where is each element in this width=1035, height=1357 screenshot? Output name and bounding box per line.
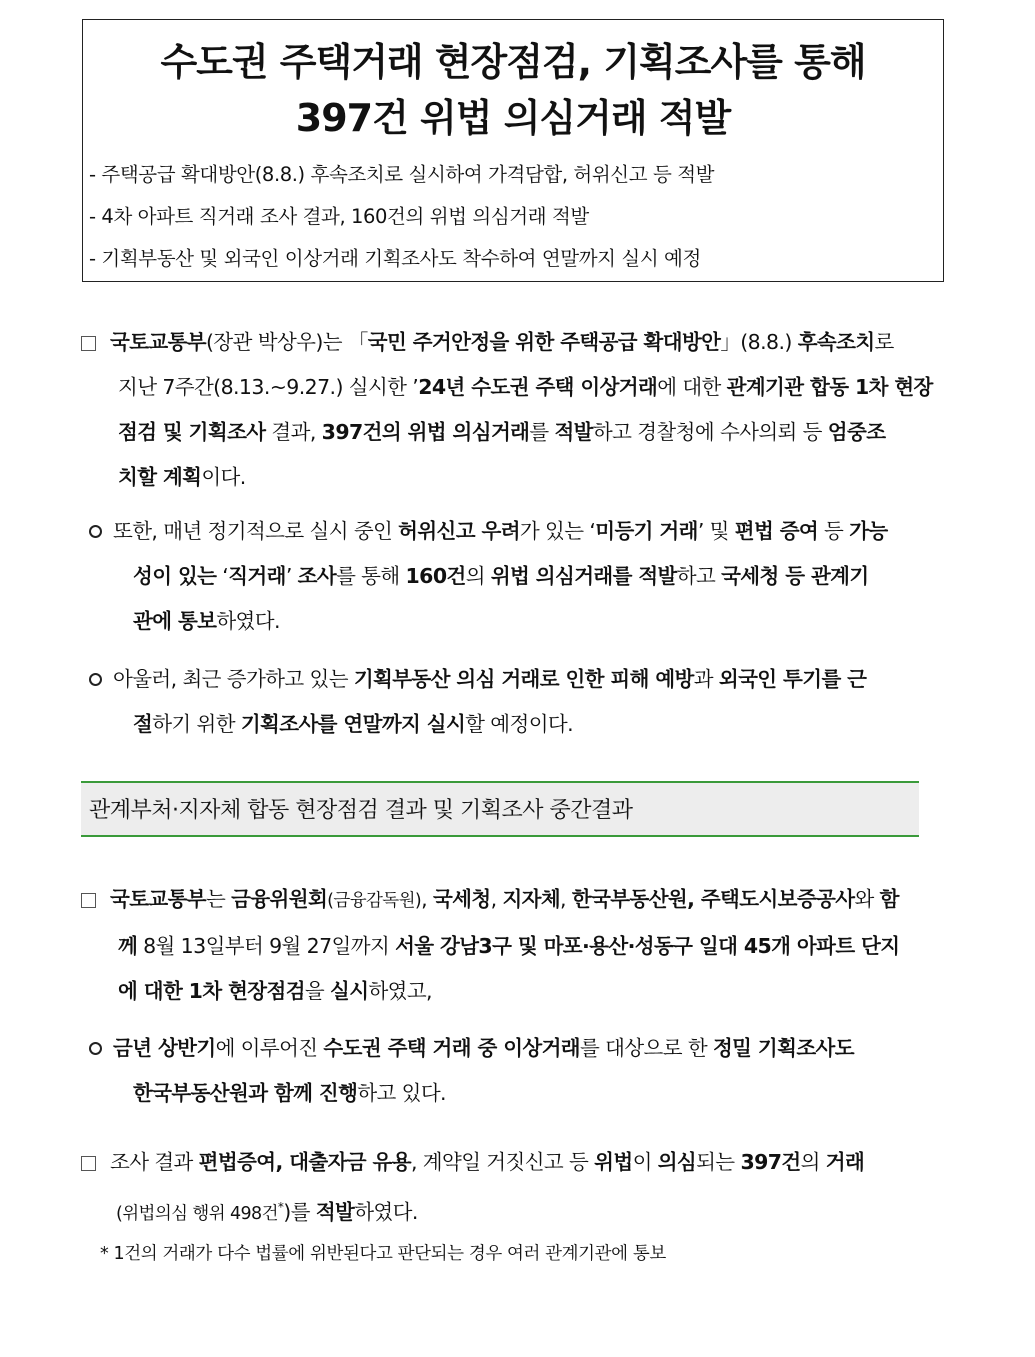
paragraph-5: [113, 1026, 854, 1116]
square-bullet-3: [81, 1156, 96, 1171]
p3-d: 외국인 투기를 근: [718, 667, 867, 691]
square-bullet-1: [81, 336, 96, 351]
p3-e: 절: [133, 712, 153, 736]
p2-g: 등: [818, 519, 850, 543]
paragraph-6: [110, 1140, 864, 1237]
p2-e: ’ 및: [697, 519, 735, 543]
p1-g: 지난 7주간(8.13.~9.27.) 실시한 ’: [118, 375, 419, 399]
p6-g: 되는: [696, 1150, 741, 1174]
p4-c: 금융위원회: [231, 887, 328, 911]
circle-bullet-1: [89, 525, 102, 538]
square-bullet-2: [81, 893, 96, 908]
section-title: 관계부처·지자체 합동 현장점검 결과 및 기획조사 중간결과: [89, 798, 633, 823]
p1-b: (장관 박상우)는 「: [206, 330, 368, 354]
p6-h: 397건: [740, 1150, 801, 1174]
paragraph-4: [110, 877, 899, 1014]
p1-r: 치할 계획: [118, 465, 202, 489]
p4-e: ,: [421, 887, 433, 911]
p5-d: 를 대상으로 한: [580, 1036, 713, 1060]
p5-g: 하고 있다.: [357, 1081, 446, 1105]
p3-a: 아울러, 최근 증가하고 있는: [113, 667, 354, 691]
p6-o: 하였다.: [354, 1199, 418, 1224]
p4-k: 와: [854, 887, 880, 911]
p2-b: 허위신고 우려: [398, 519, 520, 543]
p4-f: 국세청: [432, 887, 491, 911]
p2-a: 또한, 매년 정기적으로 실시 중인: [113, 519, 399, 543]
p5-b: 에 이루어진: [215, 1036, 324, 1060]
p1-q: 엄중조: [827, 420, 886, 444]
p1-p: 하고 경찰청에 수사의뢰 등: [592, 420, 828, 444]
paragraph-1: [110, 320, 933, 500]
p1-e: 후속조치: [797, 330, 875, 354]
p4-d: (금융감독원): [327, 891, 422, 911]
p2-m: 조사: [297, 564, 337, 588]
p2-h: 가능: [849, 519, 888, 543]
p1-l: 결과,: [265, 420, 322, 444]
p5-f: 한국부동산원과 함께 진행: [133, 1081, 358, 1105]
p2-n: 를 통해: [336, 564, 406, 588]
p4-a: 국토교통부: [110, 887, 207, 911]
p1-o: 적발: [554, 420, 593, 444]
p2-c: 가 있는 ‘: [519, 519, 596, 543]
p3-c: 과: [693, 667, 719, 691]
p1-j: 관계기관 합동 1차 현장: [726, 375, 933, 399]
p3-h: 할 예정이다.: [465, 712, 574, 736]
p4-p: 에 대한 1차 현장점검: [118, 979, 305, 1003]
p6-n: 적발: [315, 1199, 355, 1224]
p4-o: 서울 강남3구 및 마포·용산·성동구 일대 45개 아파트 단지: [395, 934, 900, 958]
p3-b: 기획부동산 의심 거래로 인한 피해 예방: [353, 667, 694, 691]
p2-t: 관에 통보: [133, 609, 217, 633]
p2-k: 직거래: [228, 564, 286, 588]
headline-box: [82, 19, 944, 282]
p6-f: 의심: [657, 1150, 697, 1174]
p6-l: *: [277, 1200, 284, 1214]
p6-c: , 계약일 거짓신고 등: [410, 1150, 595, 1174]
p2-q: 위법 의심거래를 적발: [490, 564, 677, 588]
p1-k: 점검 및 기획조사: [118, 420, 266, 444]
p1-d: 」(8.8.): [720, 330, 798, 354]
p2-d: 미등기 거래: [595, 519, 698, 543]
p6-a: 조사 결과: [110, 1150, 199, 1174]
p1-c: 국민 주거안정을 위한 주택공급 확대방안: [367, 330, 721, 354]
p6-k: (위법의심 행위 498건: [116, 1203, 278, 1224]
p5-c: 수도권 주택 거래 중 이상거래: [323, 1036, 581, 1060]
section-header-bar: [81, 781, 919, 837]
p6-j: 거래: [825, 1150, 865, 1174]
circle-bullet-3: [89, 1042, 102, 1055]
headline-title: [83, 34, 943, 146]
p6-e: 이: [632, 1150, 658, 1174]
p2-p: 의: [465, 564, 491, 588]
p2-r: 하고: [676, 564, 722, 588]
paragraph-3: [113, 657, 866, 747]
p4-s: 하였고,: [368, 979, 432, 1003]
p2-j: ‘: [216, 564, 229, 588]
p3-g: 기획조사를 연말까지 실시: [240, 712, 466, 736]
p2-i: 성이 있는: [133, 564, 217, 588]
p2-o: 160건: [405, 564, 466, 588]
p5-e: 정밀 기획조사도: [712, 1036, 854, 1060]
p1-f: 로: [874, 330, 894, 354]
p1-n: 를: [529, 420, 555, 444]
p4-n: 8월 13일부터 9월 27일까지: [137, 934, 396, 958]
p4-b: 는: [206, 887, 232, 911]
p3-f: 하기 위한: [152, 712, 241, 736]
p6-i: 의: [800, 1150, 826, 1174]
circle-bullet-2: [89, 673, 102, 686]
subtitle-3: - 기획부동산 및 외국인 이상거래 기획조사도 착수하여 연말까지 실시 예정: [89, 247, 701, 270]
p2-l: ’: [285, 564, 298, 588]
p1-a: 국토교통부: [110, 330, 207, 354]
headline-subtitles: [83, 154, 943, 280]
p1-s: 이다.: [201, 465, 246, 489]
subtitle-1: - 주택공급 확대방안(8.8.) 후속조치로 실시하여 가격담합, 허위신고 등 적발: [89, 163, 715, 186]
paragraph-2: [113, 509, 888, 644]
subtitle-2: - 4차 아파트 직거래 조사 결과, 160건의 위법 의심거래 적발: [89, 205, 589, 228]
p1-m: 397건의 위법 의심거래: [321, 420, 530, 444]
footnote: * 1건의 거래가 다수 법률에 위반된다고 판단되는 경우 여러 관계기관에 통보: [100, 1244, 666, 1264]
p4-i: ,: [560, 887, 572, 911]
p2-s: 국세청 등 관계기: [721, 564, 869, 588]
headline-title-line2: 397건 위법 의심거래 적발: [295, 96, 731, 140]
p4-l: 함: [879, 887, 899, 911]
p1-i: 에 대한: [657, 375, 727, 399]
p4-h: 지자체: [502, 887, 561, 911]
p6-b: 편법증여, 대출자금 유용: [198, 1150, 411, 1174]
p2-f: 편법 증여: [734, 519, 819, 543]
p2-u: 하였다.: [216, 609, 280, 633]
p6-m: )를: [283, 1199, 316, 1224]
headline-title-line1: 수도권 주택거래 현장점검, 기획조사를 통해: [160, 40, 866, 84]
p4-j: 한국부동산원, 주택도시보증공사: [571, 887, 855, 911]
p1-h: 24년 수도권 주택 이상거래: [418, 375, 658, 399]
p4-m: 께: [118, 934, 138, 958]
p5-a: 금년 상반기: [113, 1036, 216, 1060]
p4-r: 실시: [330, 979, 369, 1003]
p4-g: ,: [490, 887, 503, 911]
p4-q: 을: [304, 979, 331, 1003]
p6-d: 위법: [594, 1150, 633, 1174]
